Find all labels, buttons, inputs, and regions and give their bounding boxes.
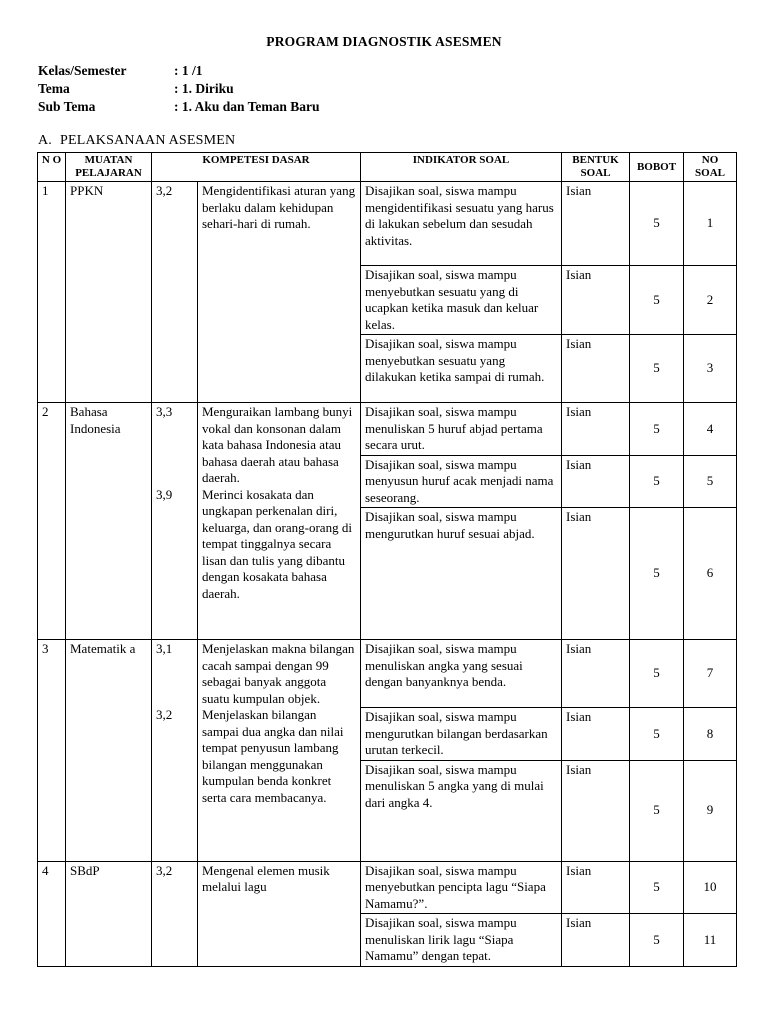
meta-value: : 1 /1 <box>174 63 203 78</box>
cell-indikator: Disajikan soal, siswa mampu menuliskan angka yang sesuai dengan banyanknya benda. <box>361 640 562 708</box>
cell-bobot: 5 <box>630 182 684 266</box>
cell-subject-no: 2 <box>38 403 66 640</box>
cell-subject-name: SBdP <box>66 861 152 966</box>
cell-bobot: 5 <box>630 266 684 335</box>
cell-no-soal: 2 <box>684 266 737 335</box>
cell-bentuk: Isian <box>562 914 630 967</box>
kd-number: 3,2 <box>156 706 173 722</box>
cell-bobot: 5 <box>630 861 684 914</box>
cell-bobot: 5 <box>630 403 684 456</box>
cell-kd-numbers <box>152 403 198 640</box>
table-row <box>38 182 737 266</box>
cell-no-soal: 1 <box>684 182 737 266</box>
cell-indikator: Disajikan soal, siswa mampu mengidentifikasi sesuatu yang harus di lakukan sebelum dan sesudah aktivitas. <box>361 182 562 266</box>
cell-kd-numbers <box>152 182 198 403</box>
cell-no-soal: 4 <box>684 403 737 456</box>
cell-bentuk: Isian <box>562 182 630 266</box>
table-row <box>38 640 737 708</box>
header-no-soal: NO SOAL <box>684 153 737 182</box>
meta-sub-tema <box>38 99 320 115</box>
cell-bentuk: Isian <box>562 335 630 403</box>
meta-value: : 1. Diriku <box>174 81 234 96</box>
kd-text: Mengenal elemen musik melalui lagu <box>202 862 330 894</box>
cell-no-soal: 6 <box>684 508 737 640</box>
cell-indikator: Disajikan soal, siswa mampu menyebutkan pencipta lagu “Siapa Namamu?”. <box>361 861 562 914</box>
cell-no-soal: 10 <box>684 861 737 914</box>
header-muatan: MUATAN PELAJARAN <box>66 153 152 182</box>
meta-value: : 1. Aku dan Teman Baru <box>174 99 320 114</box>
cell-bobot: 5 <box>630 335 684 403</box>
meta-tema <box>38 81 234 97</box>
kd-number: 3,2 <box>156 862 173 878</box>
cell-bobot: 5 <box>630 640 684 708</box>
cell-bobot: 5 <box>630 455 684 508</box>
kd-number: 3,2 <box>156 183 173 198</box>
cell-bentuk: Isian <box>562 266 630 335</box>
cell-indikator: Disajikan soal, siswa mampu menyebutkan sesuatu yang di ucapkan ketika masuk dan keluar kelas. <box>361 266 562 335</box>
cell-no-soal: 9 <box>684 760 737 861</box>
kd-text: Menjelaskan makna bilangan cacah sampai dengan 99 sebagai banyak anggota suatu kumpulan objek. <box>202 641 355 706</box>
cell-no-soal: 7 <box>684 640 737 708</box>
cell-bentuk: Isian <box>562 403 630 456</box>
header-bobot: BOBOT <box>630 153 684 182</box>
cell-bentuk: Isian <box>562 760 630 861</box>
table-row <box>38 861 737 914</box>
cell-kd-texts <box>198 640 361 862</box>
meta-key: Kelas/Semester <box>38 63 127 78</box>
cell-subject-no: 3 <box>38 640 66 862</box>
kd-number: 3,1 <box>156 641 173 656</box>
cell-indikator: Disajikan soal, siswa mampu menuliskan 5 huruf abjad pertama secara urut. <box>361 403 562 456</box>
header-no: N O <box>38 153 66 182</box>
cell-indikator: Disajikan soal, siswa mampu menuliskan lirik lagu “Siapa Namamu” dengan tepat. <box>361 914 562 967</box>
cell-subject-no: 4 <box>38 861 66 966</box>
cell-subject-name: Matematik a <box>66 640 152 862</box>
cell-bentuk: Isian <box>562 455 630 508</box>
meta-kelas-semester <box>38 63 203 79</box>
kd-text: Menjelaskan bilangan sampai dua angka dan nilai tempat penyusun lambang bilangan menggunakan kumpulan benda konkret serta cara membacanya. <box>202 707 344 805</box>
cell-bentuk: Isian <box>562 508 630 640</box>
cell-indikator: Disajikan soal, siswa mampu menyusun huruf acak menjadi nama seseorang. <box>361 455 562 508</box>
meta-key: Tema <box>38 81 70 96</box>
cell-bobot: 5 <box>630 914 684 967</box>
cell-indikator: Disajikan soal, siswa mampu mengurutkan bilangan berdasarkan urutan terkecil. <box>361 708 562 761</box>
cell-kd-texts <box>198 182 361 403</box>
section-label: PELAKSANAAN ASESMEN <box>60 133 236 148</box>
kd-number: 3,9 <box>156 486 173 502</box>
table-body <box>38 182 737 967</box>
assessment-table <box>37 152 737 967</box>
cell-no-soal: 11 <box>684 914 737 967</box>
cell-subject-name: Bahasa Indonesia <box>66 403 152 640</box>
table-row <box>38 403 737 456</box>
section-number: A. <box>38 133 53 148</box>
cell-indikator: Disajikan soal, siswa mampu mengurutkan huruf sesuai abjad. <box>361 508 562 640</box>
page-title: PROGRAM DIAGNOSTIK ASESMEN <box>266 34 502 49</box>
cell-bobot: 5 <box>630 508 684 640</box>
kd-text: Merinci kosakata dan ungkapan perkenalan diri, keluarga, dan orang-orang di tempat tinggalnya secara lisan dan tulis yang dibantu dengan kosakata bahasa daerah. <box>202 486 352 601</box>
cell-bentuk: Isian <box>562 640 630 708</box>
cell-indikator: Disajikan soal, siswa mampu menyebutkan sesuatu yang dilakukan ketika sampai di rumah. <box>361 335 562 403</box>
cell-kd-numbers <box>152 861 198 966</box>
kd-text: Menguraikan lambang bunyi vokal dan konsonan dalam kata bahasa Indonesia atau bahasa daerah atau bahasa daerah. <box>202 404 353 485</box>
header-indikator: INDIKATOR SOAL <box>361 153 562 182</box>
kd-number: 3,3 <box>156 404 173 419</box>
cell-bentuk: Isian <box>562 708 630 761</box>
cell-bentuk: Isian <box>562 861 630 914</box>
kd-text: Mengidentifikasi aturan yang berlaku dalam kehidupan sehari-hari di rumah. <box>202 183 356 231</box>
header-bentuk: BENTUK SOAL <box>562 153 630 182</box>
meta-key: Sub Tema <box>38 99 96 114</box>
section-heading <box>38 133 235 149</box>
cell-no-soal: 5 <box>684 455 737 508</box>
cell-bobot: 5 <box>630 760 684 861</box>
cell-subject-name: PPKN <box>66 182 152 403</box>
header-kompetensi: KOMPETESI DASAR <box>152 153 361 182</box>
cell-no-soal: 8 <box>684 708 737 761</box>
cell-bobot: 5 <box>630 708 684 761</box>
cell-kd-texts <box>198 403 361 640</box>
cell-kd-texts <box>198 861 361 966</box>
cell-indikator: Disajikan soal, siswa mampu menuliskan 5 angka yang di mulai dari angka 4. <box>361 760 562 861</box>
cell-kd-numbers <box>152 640 198 862</box>
cell-subject-no: 1 <box>38 182 66 403</box>
header-row <box>38 153 737 182</box>
cell-no-soal: 3 <box>684 335 737 403</box>
